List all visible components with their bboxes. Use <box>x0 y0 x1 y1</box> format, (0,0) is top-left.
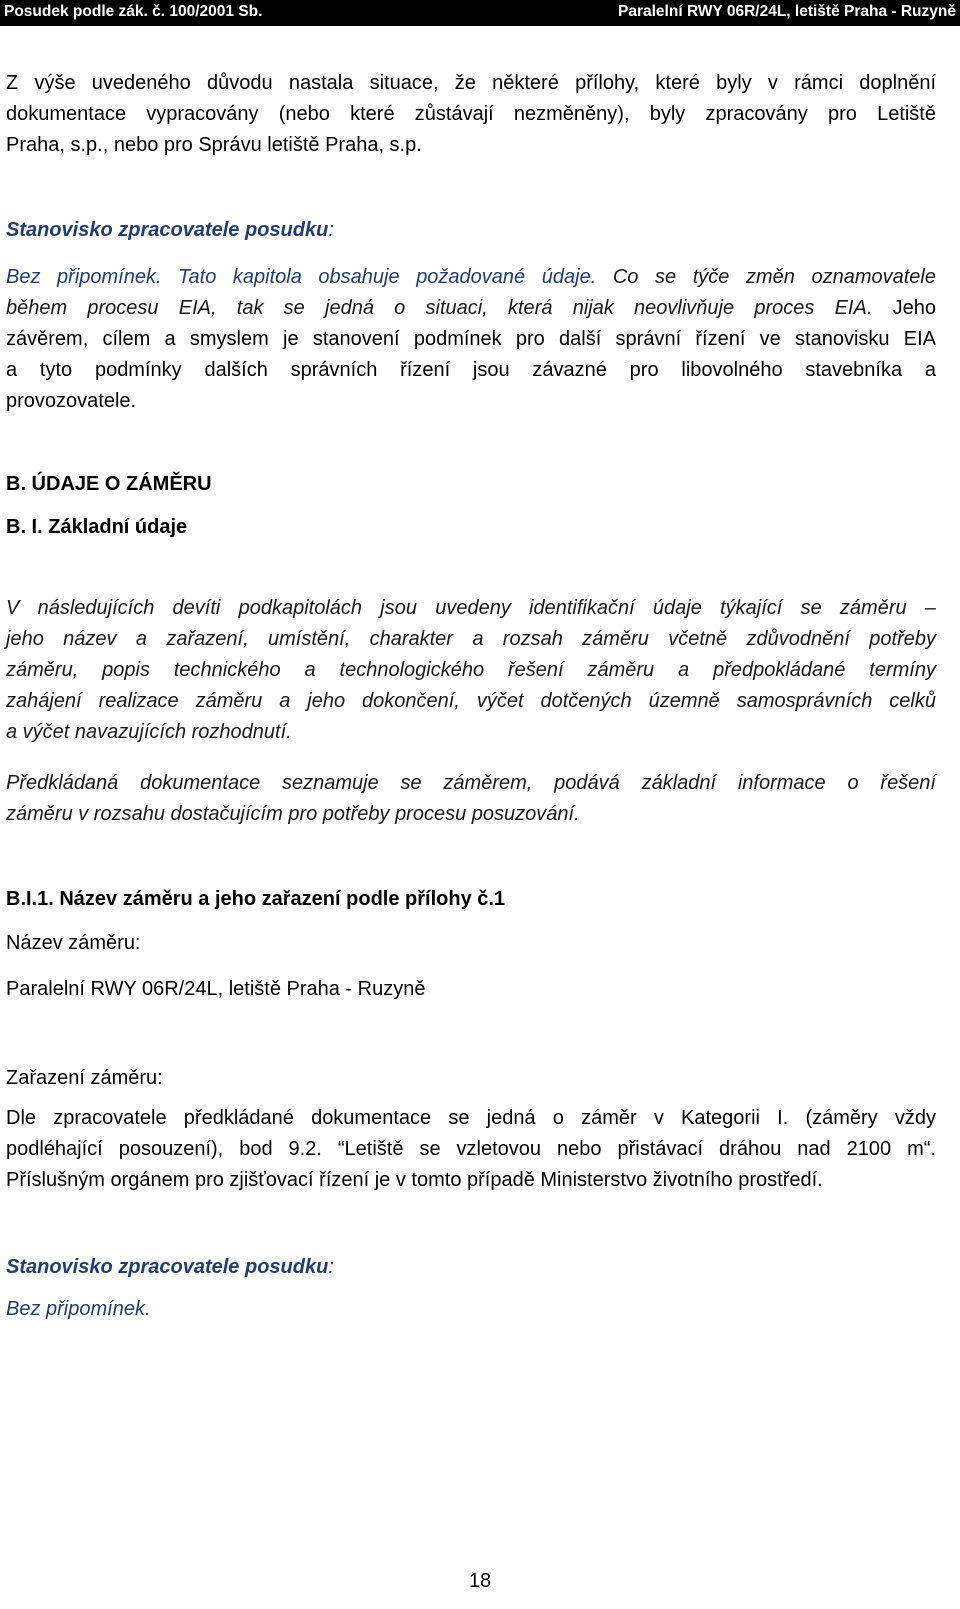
intro-line: Z výše uvedeného důvodu nastala situace, že některé přílohy, které byly v rámci doplnění <box>6 72 936 94</box>
opinion-line: závěrem, cílem a smyslem je stanovení podmínek pro další správní řízení ve stanovisku EIA <box>6 328 936 350</box>
para-line: jeho název a zařazení, umístění, charakter a rozsah záměru včetně zdůvodnění potřeby <box>6 628 936 650</box>
opinion-heading-2 <box>6 1252 936 1283</box>
section-b11-heading: B.I.1. Název záměru a jeho zařazení podle přílohy č.1 <box>6 888 506 910</box>
opinion-line <box>6 262 936 293</box>
para-line: a výčet navazujících rozhodnutí. <box>6 721 292 743</box>
opinion-line <box>6 293 936 324</box>
opinion-line: a tyto podmínky dalších správních řízení jsou závazné pro libovolného stavebníka a <box>6 359 936 381</box>
opinion-colon: : <box>328 219 334 241</box>
name-value: Paralelní RWY 06R/24L, letiště Praha - Ruzyně <box>6 978 426 1000</box>
class-line: Dle zpracovatele předkládané dokumentace se jedná o záměr v Kategorii I. (záměry vždy <box>6 1107 936 1129</box>
opinion-colon: : <box>328 1256 334 1278</box>
para-line: Předkládaná dokumentace seznamuje se záměrem, podává základní informace o řešení <box>6 772 936 794</box>
opinion-line-a: Bez připomínek. Tato kapitola obsahuje požadované údaje. <box>6 266 597 288</box>
opinion-line-b: Co se týče změn oznamovatele <box>596 266 936 288</box>
class-line: Příslušným orgánem pro zjišťovací řízení je v tomto případě Ministerstvo životního prostředí. <box>6 1169 823 1191</box>
header-left-text: Posudek podle zák. č. 100/2001 Sb. <box>4 3 263 20</box>
opinion-label: Stanovisko zpracovatele posudku <box>6 1256 329 1278</box>
opinion-line: provozovatele. <box>6 390 137 412</box>
class-line: podléhající posouzení), bod 9.2. “Letiště se vzletovou nebo přistávací dráhou nad 2100 m“. <box>6 1138 936 1160</box>
class-label: Zařazení záměru: <box>6 1067 163 1089</box>
intro-line: dokumentace vypracovány (nebo které zůstávají nezměněny), byly zpracovány pro Letiště <box>6 103 936 125</box>
intro-line: Praha, s.p., nebo pro Správu letiště Praha, s.p. <box>6 134 422 156</box>
opinion-line-b: během procesu EIA, tak se jedná o situaci, která nijak neovlivňuje proces EIA. <box>6 297 873 319</box>
opinion-paragraph-1 <box>6 262 936 417</box>
documentation-paragraph <box>6 768 936 830</box>
page-number: 18 <box>468 1570 492 1592</box>
opinion-text: Bez připomínek. <box>6 1298 151 1320</box>
intro-subchapters-paragraph <box>6 593 936 748</box>
section-b1-heading: B. I. Základní údaje <box>6 516 188 538</box>
section-b-heading: B. ÚDAJE O ZÁMĚRU <box>6 473 212 495</box>
para-line: záměru v rozsahu dostačujícím pro potřeby procesu posuzování. <box>6 803 580 825</box>
intro-paragraph <box>6 68 936 161</box>
header-right-text: Paralelní RWY 06R/24L, letiště Praha - Ruzyně <box>618 3 956 20</box>
para-line: zahájení realizace záměru a jeho dokončení, výčet dotčených územně samosprávních celků <box>6 690 936 712</box>
opinion-heading-1 <box>6 215 936 246</box>
opinion-label: Stanovisko zpracovatele posudku <box>6 219 329 241</box>
page-header <box>0 0 960 26</box>
name-label: Název záměru: <box>6 932 141 954</box>
class-paragraph <box>6 1103 936 1196</box>
para-line: V následujících devíti podkapitolách jsou uvedeny identifikační údaje týkající se záměru – <box>6 597 936 619</box>
opinion-line-b: Jeho <box>892 297 936 319</box>
opinion-text-2 <box>6 1294 936 1325</box>
para-line: záměru, popis technického a technologického řešení záměru a předpokládané termíny <box>6 659 936 681</box>
